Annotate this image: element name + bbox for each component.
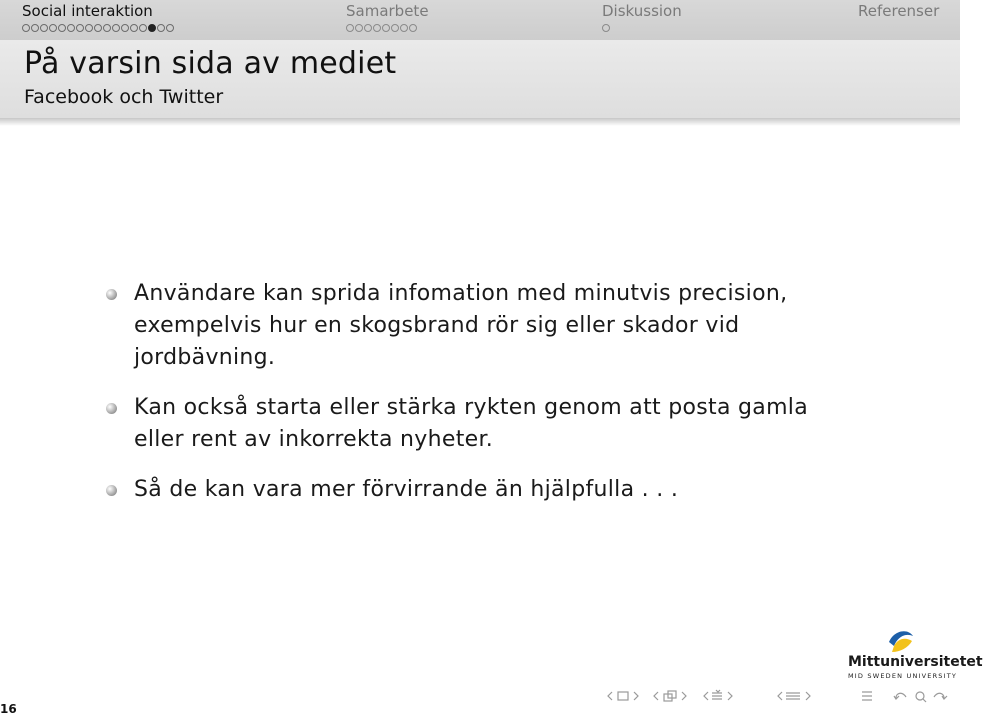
nav-frame-dot[interactable] [85, 24, 93, 32]
nav-prev-section-icon[interactable] [704, 692, 708, 700]
nav-section-icon[interactable] [712, 690, 722, 699]
nav-frame-dot[interactable] [49, 24, 57, 32]
nav-next-section-icon[interactable] [728, 692, 732, 700]
nav-frame-dot[interactable] [22, 24, 30, 32]
logo-subtitle: MID SWEDEN UNIVERSITY [848, 672, 958, 680]
nav-frame-dot[interactable] [355, 24, 363, 32]
nav-frame-dot[interactable] [166, 24, 174, 32]
nav-frame-dot[interactable] [67, 24, 75, 32]
nav-prev-frame-icon[interactable] [608, 692, 612, 700]
nav-search-icon[interactable] [916, 692, 926, 702]
nav-next-frame-icon[interactable] [634, 692, 638, 700]
nav-frame-icon[interactable] [618, 692, 628, 700]
list-item [104, 392, 864, 456]
nav-current-frame-dot[interactable] [148, 24, 156, 32]
nav-frame-dot[interactable] [602, 24, 610, 32]
nav-prev-subsection-icon[interactable] [654, 692, 658, 700]
page-number: 16 [0, 702, 17, 716]
bullet-text: Användare kan sprida infomation med minutvis precision, exempelvis hur en skogsbrand rör sig eller skador vid jordbävning. [134, 281, 788, 370]
nav-frame-dot[interactable] [364, 24, 372, 32]
bullet-ball-icon [106, 485, 117, 496]
logo-name: Mittuniversitetet [848, 654, 983, 670]
list-item [104, 474, 864, 506]
nav-frame-dot[interactable] [373, 24, 381, 32]
nav-frame-dot[interactable] [112, 24, 120, 32]
nav-frame-dot[interactable] [58, 24, 66, 32]
list-item [104, 278, 864, 374]
nav-section-title[interactable]: Referenser [858, 2, 940, 20]
nav-section-dots [346, 24, 417, 34]
nav-frame-dot[interactable] [103, 24, 111, 32]
nav-prev-doc-icon[interactable] [778, 692, 782, 700]
nav-next-subsection-icon[interactable] [682, 692, 686, 700]
bullet-ball-icon [106, 289, 117, 300]
bullet-ball-icon [106, 403, 117, 414]
nav-frame-dot[interactable] [76, 24, 84, 32]
nav-frame-dot[interactable] [157, 24, 165, 32]
nav-frame-dot[interactable] [40, 24, 48, 32]
bullet-text: Så de kan vara mer förvirrande än hjälpfulla . . . [134, 477, 679, 502]
nav-section-title[interactable]: Social interaktion [22, 2, 153, 20]
nav-section-dots [22, 24, 174, 34]
university-logo [848, 628, 983, 684]
nav-doc-section-icon[interactable] [786, 693, 800, 699]
nav-section-title[interactable]: Samarbete [346, 2, 429, 20]
nav-back-icon[interactable] [894, 693, 906, 699]
mittuniversitetet-logo-icon [886, 628, 916, 654]
section-navigation-bar [0, 0, 960, 40]
nav-frame-dot[interactable] [94, 24, 102, 32]
nav-frame-dot[interactable] [31, 24, 39, 32]
nav-frame-dot[interactable] [391, 24, 399, 32]
nav-forward-icon[interactable] [934, 693, 947, 699]
nav-subsection-icon[interactable] [664, 691, 676, 701]
nav-frame-dot[interactable] [400, 24, 408, 32]
nav-frame-dot[interactable] [130, 24, 138, 32]
frame-subtitle: Facebook och Twitter [24, 86, 224, 108]
nav-frame-dot[interactable] [382, 24, 390, 32]
title-bar-shadow [0, 118, 960, 126]
beamer-navigation-symbols [606, 688, 950, 704]
bullet-text: Kan också starta eller stärka rykten genom att posta gamla eller rent av inkorrekta nyheter. [134, 395, 808, 452]
nav-frame-dot[interactable] [346, 24, 354, 32]
nav-frame-dot[interactable] [139, 24, 147, 32]
nav-frame-dot[interactable] [121, 24, 129, 32]
frame-title: På varsin sida av mediet [24, 46, 397, 81]
nav-section-dots [602, 24, 610, 34]
nav-next-doc-icon[interactable] [806, 692, 810, 700]
nav-document-icon[interactable] [862, 692, 872, 700]
nav-frame-dot[interactable] [409, 24, 417, 32]
nav-section-title[interactable]: Diskussion [602, 2, 682, 20]
bullet-list [104, 278, 864, 524]
